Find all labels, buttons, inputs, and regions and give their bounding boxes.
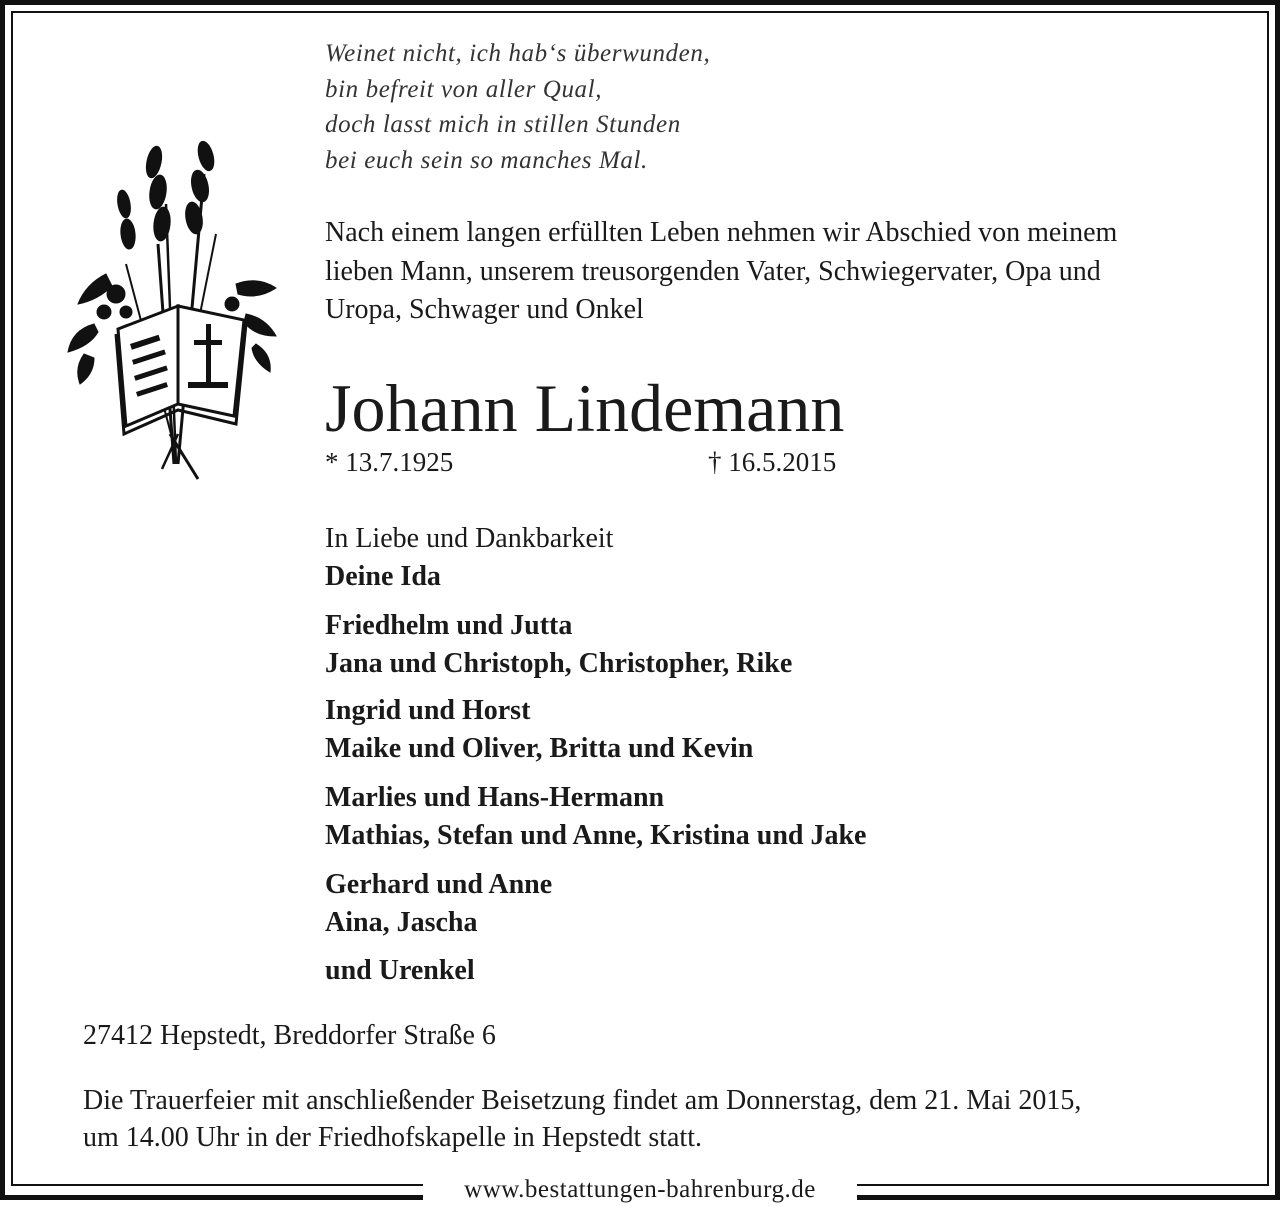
bottom-rule-left-outer [0, 1195, 423, 1200]
bottom-rule-right-outer [857, 1195, 1280, 1200]
bible-wheat-flowers-icon [66, 134, 286, 480]
death-date: † 16.5.2015 [708, 447, 837, 477]
poem-verse [325, 36, 710, 178]
intro-line: Uropa, Schwager und Onkel [325, 294, 644, 325]
poem-line: bei euch sein so manches Mal. [325, 146, 648, 174]
signoff-text: In Liebe und Dankbarkeit [325, 523, 614, 554]
intro-line: lieben Mann, unserem treusorgenden Vater, Schwiegervater, Opa und [325, 255, 1101, 287]
family-member: Maike und Oliver, Britta und Kevin [325, 733, 754, 764]
poem-line: bin befreit von aller Qual, [325, 75, 603, 103]
bottom-rule-left-inner [11, 1184, 423, 1186]
family-member: Deine Ida [325, 561, 441, 592]
family-member: Friedhelm und Jutta [325, 610, 573, 641]
family-address: 27412 Hepstedt, Breddorfer Straße 6 [83, 1020, 496, 1051]
intro-text [325, 214, 1225, 330]
service-line: um 14.00 Uhr in der Friedhofskapelle in Hepstedt statt. [83, 1122, 702, 1153]
intro-line: Nach einem langen erfüllten Leben nehmen wir Abschied von meinem [325, 217, 1118, 248]
family-member: Mathias, Stefan und Anne, Kristina und Jake [325, 820, 867, 851]
birth-date: * 13.7.1925 [325, 447, 454, 477]
bottom-rule-right-inner [857, 1184, 1269, 1186]
footer-website: www.bestattungen-bahrenburg.de [464, 1176, 816, 1203]
poem-line: Weinet nicht, ich hab‘s überwunden, [325, 40, 711, 67]
funeral-service-info [83, 1082, 1081, 1156]
service-line: Die Trauerfeier mit anschließender Beisetzung findet am Donnerstag, dem 21. Mai 2015, [83, 1085, 1082, 1116]
family-member: Aina, Jascha [325, 907, 478, 938]
family-member: Gerhard und Anne [325, 869, 553, 900]
family-member: Ingrid und Horst [325, 695, 531, 726]
family-member: Jana und Christoph, Christopher, Rike [325, 648, 793, 679]
family-member: und Urenkel [325, 955, 475, 986]
deceased-name: Johann Lindemann [325, 370, 845, 446]
family-member: Marlies und Hans-Hermann [325, 782, 665, 813]
poem-line: doch lasst mich in stillen Stunden [325, 111, 681, 138]
